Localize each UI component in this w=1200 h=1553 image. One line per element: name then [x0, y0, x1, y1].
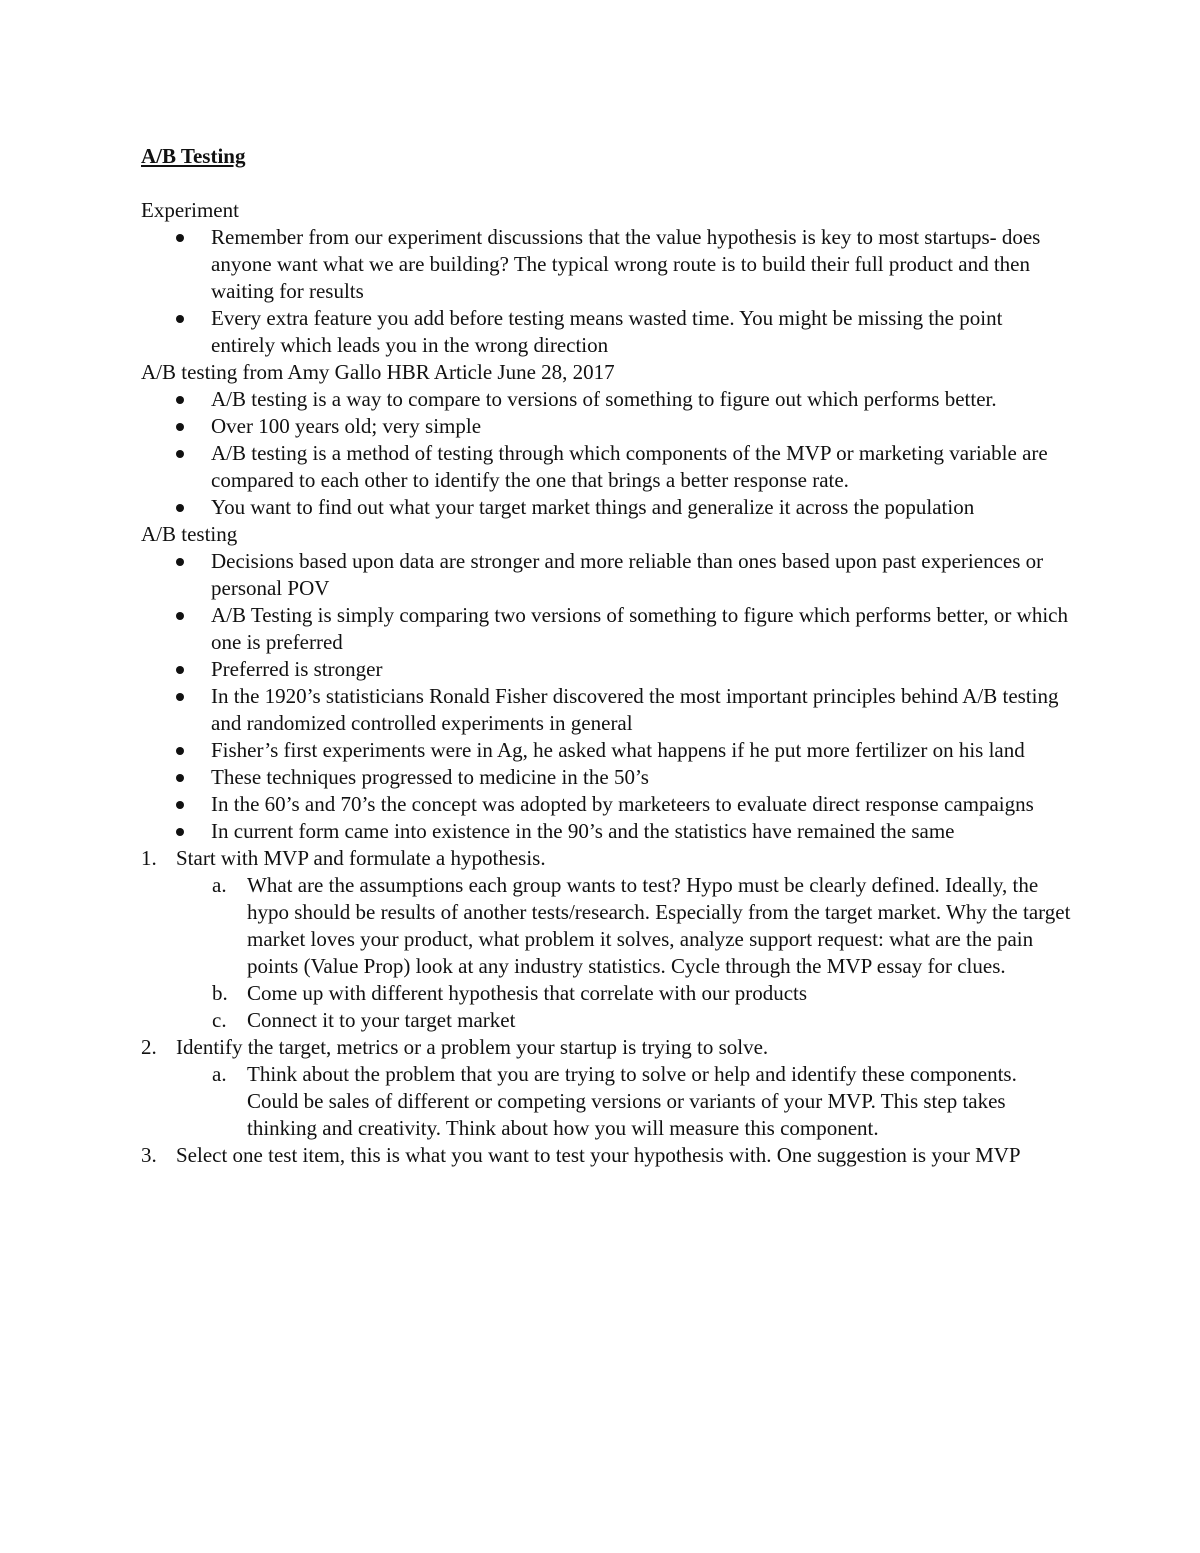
section-heading-experiment: Experiment	[141, 198, 239, 222]
bullet-item: Fisher’s first experiments were in Ag, he asked what happens if he put more fertilizer on his land	[141, 737, 1071, 764]
bullet-item: Decisions based upon data are stronger and more reliable than ones based upon past experiences or personal POV	[141, 548, 1071, 602]
bullet-icon	[176, 234, 184, 242]
bullet-item: Every extra feature you add before testing means wasted time. You might be missing the point entirely which leads you in the wrong direction	[141, 305, 1071, 359]
bullet-item: You want to find out what your target market things and generalize it across the population	[141, 494, 1071, 521]
bullet-list-hbr-article	[141, 386, 1071, 521]
sub-step-letter: c.	[212, 1008, 227, 1032]
step-text: Identify the target, metrics or a problem your startup is trying to solve.	[176, 1035, 769, 1059]
bullet-item: A/B Testing is simply comparing two versions of something to figure which performs better, or which one is preferred	[141, 602, 1071, 656]
numbered-steps-list	[141, 845, 1071, 1169]
sub-step-text: Come up with different hypothesis that correlate with our products	[247, 981, 808, 1005]
sub-step-text: Think about the problem that you are trying to solve or help and identify these components. Could be sales of different or competing versions or variants of your MVP. This step takes thinking and creativity. Think about how you will measure this component.	[247, 1062, 1017, 1140]
step-item	[141, 1142, 1071, 1169]
bullet-icon	[176, 558, 184, 566]
sub-step-item	[176, 872, 1071, 980]
sub-step-letter: a.	[212, 1062, 227, 1086]
sub-step-item	[176, 1061, 1071, 1142]
bullet-icon	[176, 828, 184, 836]
bullet-icon	[176, 315, 184, 323]
section-heading-hbr-article: A/B testing from Amy Gallo HBR Article June 28, 2017	[141, 360, 615, 384]
step-number: 2.	[141, 1035, 157, 1059]
bullet-list-experiment	[141, 224, 1071, 359]
bullet-icon	[176, 504, 184, 512]
sub-step-list	[176, 872, 1071, 1034]
bullet-icon	[176, 774, 184, 782]
sub-step-list	[176, 1061, 1071, 1142]
bullet-item: In the 60’s and 70’s the concept was adopted by marketeers to evaluate direct response campaigns	[141, 791, 1071, 818]
bullet-icon	[176, 396, 184, 404]
bullet-icon	[176, 693, 184, 701]
step-item	[141, 845, 1071, 1034]
bullet-item: In the 1920’s statisticians Ronald Fisher discovered the most important principles behind A/B testing and randomized controlled experiments in general	[141, 683, 1071, 737]
bullet-icon	[176, 612, 184, 620]
bullet-icon	[176, 423, 184, 431]
bullet-icon	[176, 747, 184, 755]
bullet-item: In current form came into existence in the 90’s and the statistics have remained the same	[141, 818, 1071, 845]
sub-step-letter: a.	[212, 873, 227, 897]
bullet-item: Remember from our experiment discussions that the value hypothesis is key to most startups- does anyone want what we are building? The typical wrong route is to build their full product and then waiting for results	[141, 224, 1071, 305]
bullet-item: Over 100 years old; very simple	[141, 413, 1071, 440]
sub-step-item	[176, 980, 1071, 1007]
document-title: A/B Testing	[141, 144, 246, 168]
bullet-list-ab-testing	[141, 548, 1071, 845]
step-text: Select one test item, this is what you want to test your hypothesis with. One suggestion is your MVP	[176, 1143, 1021, 1167]
step-item	[141, 1034, 1071, 1142]
step-text: Start with MVP and formulate a hypothesis.	[176, 846, 546, 870]
bullet-icon	[176, 801, 184, 809]
sub-step-item	[176, 1007, 1071, 1034]
section-heading-ab-testing: A/B testing	[141, 522, 238, 546]
sub-step-text: Connect it to your target market	[247, 1008, 516, 1032]
sub-step-text: What are the assumptions each group wants to test? Hypo must be clearly defined. Ideally, the hypo should be results of another tests/research. Especially from the target market. Why the target market loves your product, what problem it solves, analyze support request: what are the pain points (Value Prop) look at any industry statistics. Cycle through the MVP essay for clues.	[247, 873, 1071, 978]
document-page	[141, 143, 1071, 1169]
bullet-item: These techniques progressed to medicine in the 50’s	[141, 764, 1071, 791]
step-number: 1.	[141, 846, 157, 870]
bullet-item: A/B testing is a method of testing through which components of the MVP or marketing variable are compared to each other to identify the one that brings a better response rate.	[141, 440, 1071, 494]
bullet-item: A/B testing is a way to compare to versions of something to figure out which performs better.	[141, 386, 1071, 413]
bullet-icon	[176, 666, 184, 674]
bullet-item: Preferred is stronger	[141, 656, 1071, 683]
sub-step-letter: b.	[212, 981, 228, 1005]
step-number: 3.	[141, 1143, 157, 1167]
bullet-icon	[176, 450, 184, 458]
